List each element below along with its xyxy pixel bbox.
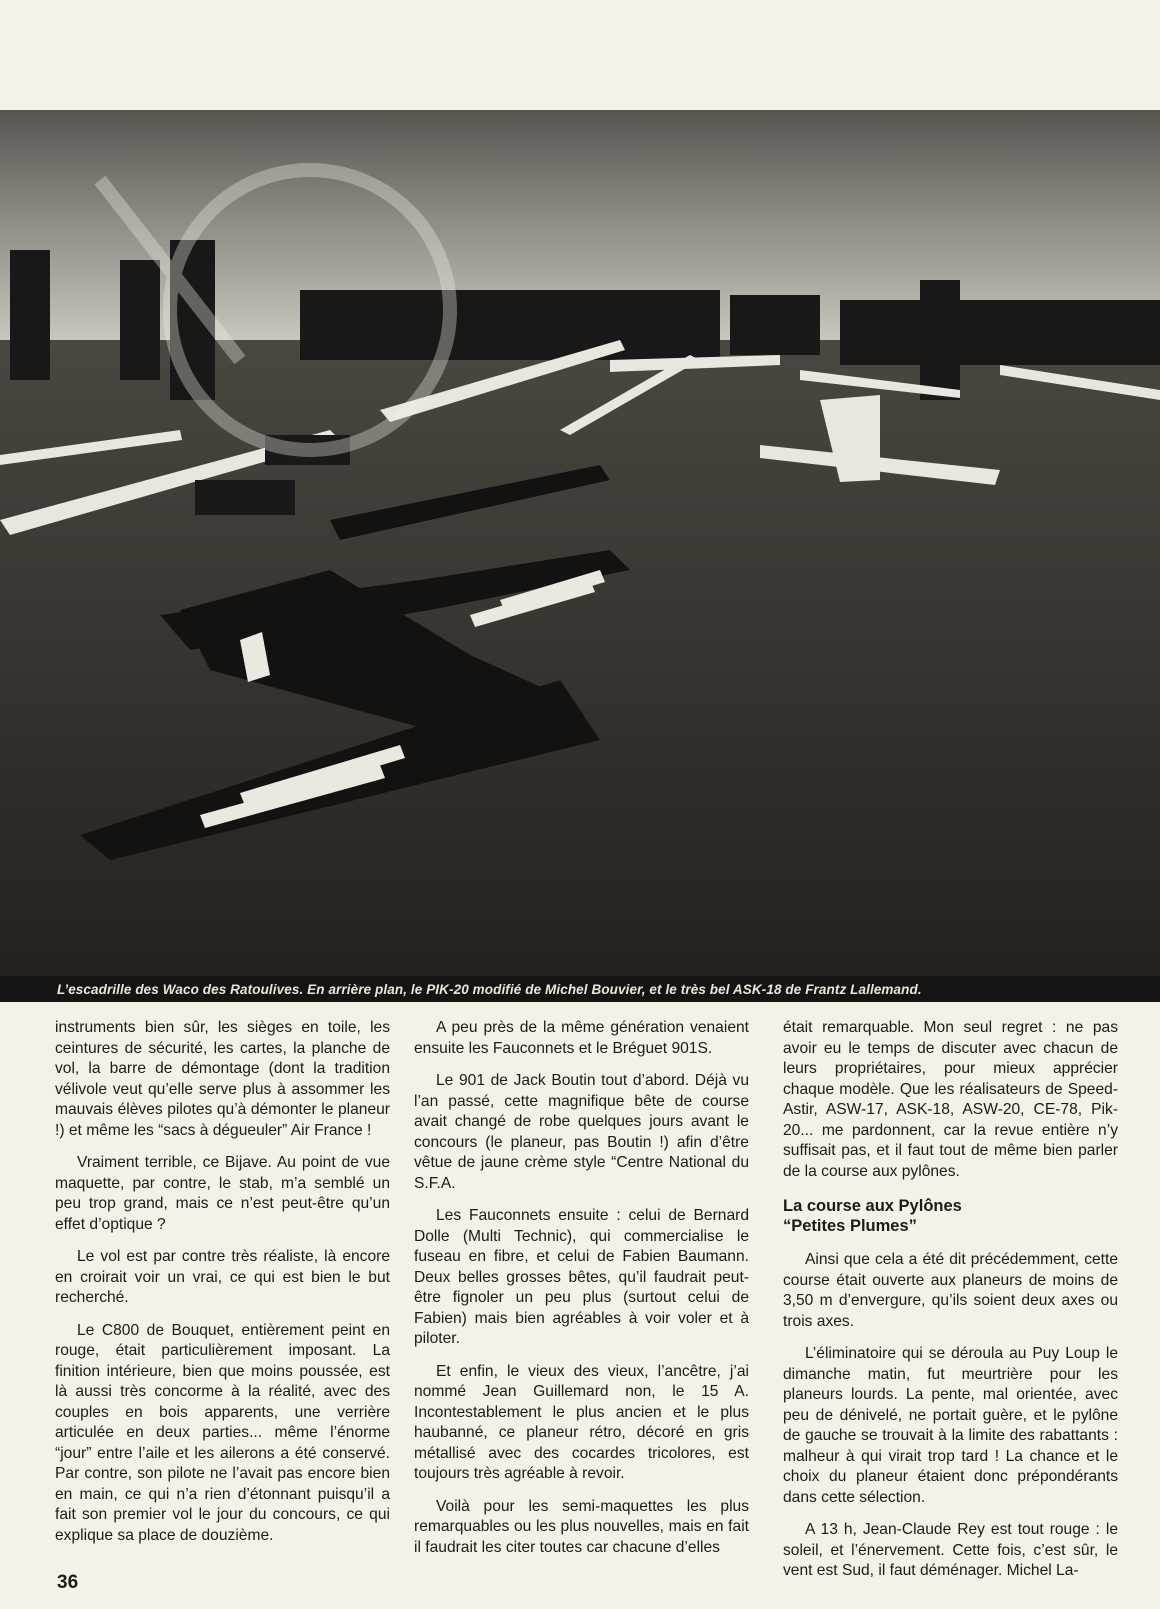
- paragraph: Le C800 de Bouquet, entièrement peint en rouge, était particulièrement imposant. La finition intérieure, bien que moins poussée, est là aussi très concorme à la réalité, avec des couples en bois apparents, une verrière articulée en deux parties... même l’énorme “jour” entre l’aile et les ailerons a été conservé. Par contre, son pilote ne l’avait pas encore bien en main, ce qui n’a rien d’étonnant puisqu’il a fait son premier vol le jour du concours, ce qui explique sa place de douzième.: [55, 1321, 390, 1544]
- paragraph: Les Fauconnets ensuite : celui de Bernard Dolle (Multi Technic), qui commercialise le fuseau en fibre, et celui de Fabien Baumann. Deux belles grosses bêtes, qu’il faudrait peut-être fignoler un peu plus (surtout celui de Fabien) mais bien agréables à voir voler et à piloter.: [414, 1207, 749, 1347]
- page-number: 36: [57, 1572, 79, 1593]
- text-column-1: [55, 1018, 390, 1558]
- paragraph: Ainsi que cela a été dit précédemment, cette course était ouverte aux planeurs de moins de 3,50 m d’envergure, qu’ils soient deux axes ou trois axes.: [783, 1251, 1118, 1330]
- paragraph: Le 901 de Jack Boutin tout d’abord. Déjà vu l’an passé, cette magnifique bête de course avait changé de robe quelques jours avant le concours (le planeur, pas Boutin !) afin d’être vêtue de jaune crème style “Centre National du S.F.A.: [414, 1072, 749, 1192]
- section-heading: [783, 1196, 1118, 1236]
- paragraph: Le vol est par contre très réaliste, là encore en croirait voir un vrai, ce qui est bien le but recherché.: [55, 1248, 390, 1306]
- article-photo: [0, 110, 1160, 976]
- section-heading-line-1: La course aux Pylônes: [783, 1197, 962, 1215]
- paragraph: instruments bien sûr, les sièges en toile, les ceintures de sécurité, les cartes, la planche de vol, la barre de démontage (dont la tradition vélivole veut qu’elle serve plus à assommer les mauvais élèves pilotes qu’à démonter le planeur !) et même les “sacs à dégueuler” Air France !: [55, 1019, 390, 1139]
- paragraph: Voilà pour les semi-maquettes les plus remarquables ou les plus nouvelles, mais en fait il faudrait les citer toutes car chacune d’elles: [414, 1497, 749, 1556]
- photo-caption: L’escadrille des Waco des Ratoulives. En arrière plan, le PIK-20 modifié de Michel Bouvier, et le très bel ASK-18 de Frantz Lallemand.: [57, 982, 922, 997]
- paragraph: L’éliminatoire qui se déroula au Puy Loup le dimanche matin, fut meurtrière pour les planeurs lourds. La pente, mal orientée, avec peu de dénivelé, ne portait guère, et le pylône de gauche se trouvait à la limite des rabattants : malheur à qui virait trop tard ! La chance et le choix du planeur étaient donc prépondérants dans cette sélection.: [783, 1345, 1118, 1506]
- paragraph: A peu près de la même génération venaient ensuite les Fauconnets et le Bréguet 901S.: [414, 1019, 749, 1057]
- paragraph: Vraiment terrible, ce Bijave. Au point de vue maquette, par contre, le stab, m’a semblé un peu trop grand, mais ce n’est peut-être qu’un effet d’optique ?: [55, 1154, 390, 1233]
- photo-airfield-gliders-icon: [0, 110, 1160, 976]
- paragraph: A 13 h, Jean-Claude Rey est tout rouge : le soleil, et l’énervement. Cette fois, c’est sûr, le vent est Sud, il faut déménager. Michel La-: [783, 1521, 1118, 1579]
- text-column-3: [783, 1018, 1118, 1594]
- paragraph: était remarquable. Mon seul regret : ne pas avoir eu le temps de discuter avec chacun de leurs propriétaires, pour mieux apprécier chaque modèle. Que les réalisateurs de Speed-Astir, ASW-17, ASK-18, ASW-20, CE-78, Pik-20... me pardonnent, car la revue entière n’y suffisait pas, et il faut tout de même bien parler de la course aux pylônes.: [783, 1019, 1118, 1180]
- paragraph: Et enfin, le vieux des vieux, l’ancêtre, j’ai nommé Jean Guillemard non, le 15 A. Incontestablement le plus ancien et le plus haubanné, ce planeur rétro, décoré en gris métallisé avec des cocardes tricolores, est toujours très agréable à revoir.: [414, 1362, 749, 1482]
- text-column-2: [414, 1018, 749, 1570]
- section-heading-line-2: “Petites Plumes”: [783, 1217, 917, 1235]
